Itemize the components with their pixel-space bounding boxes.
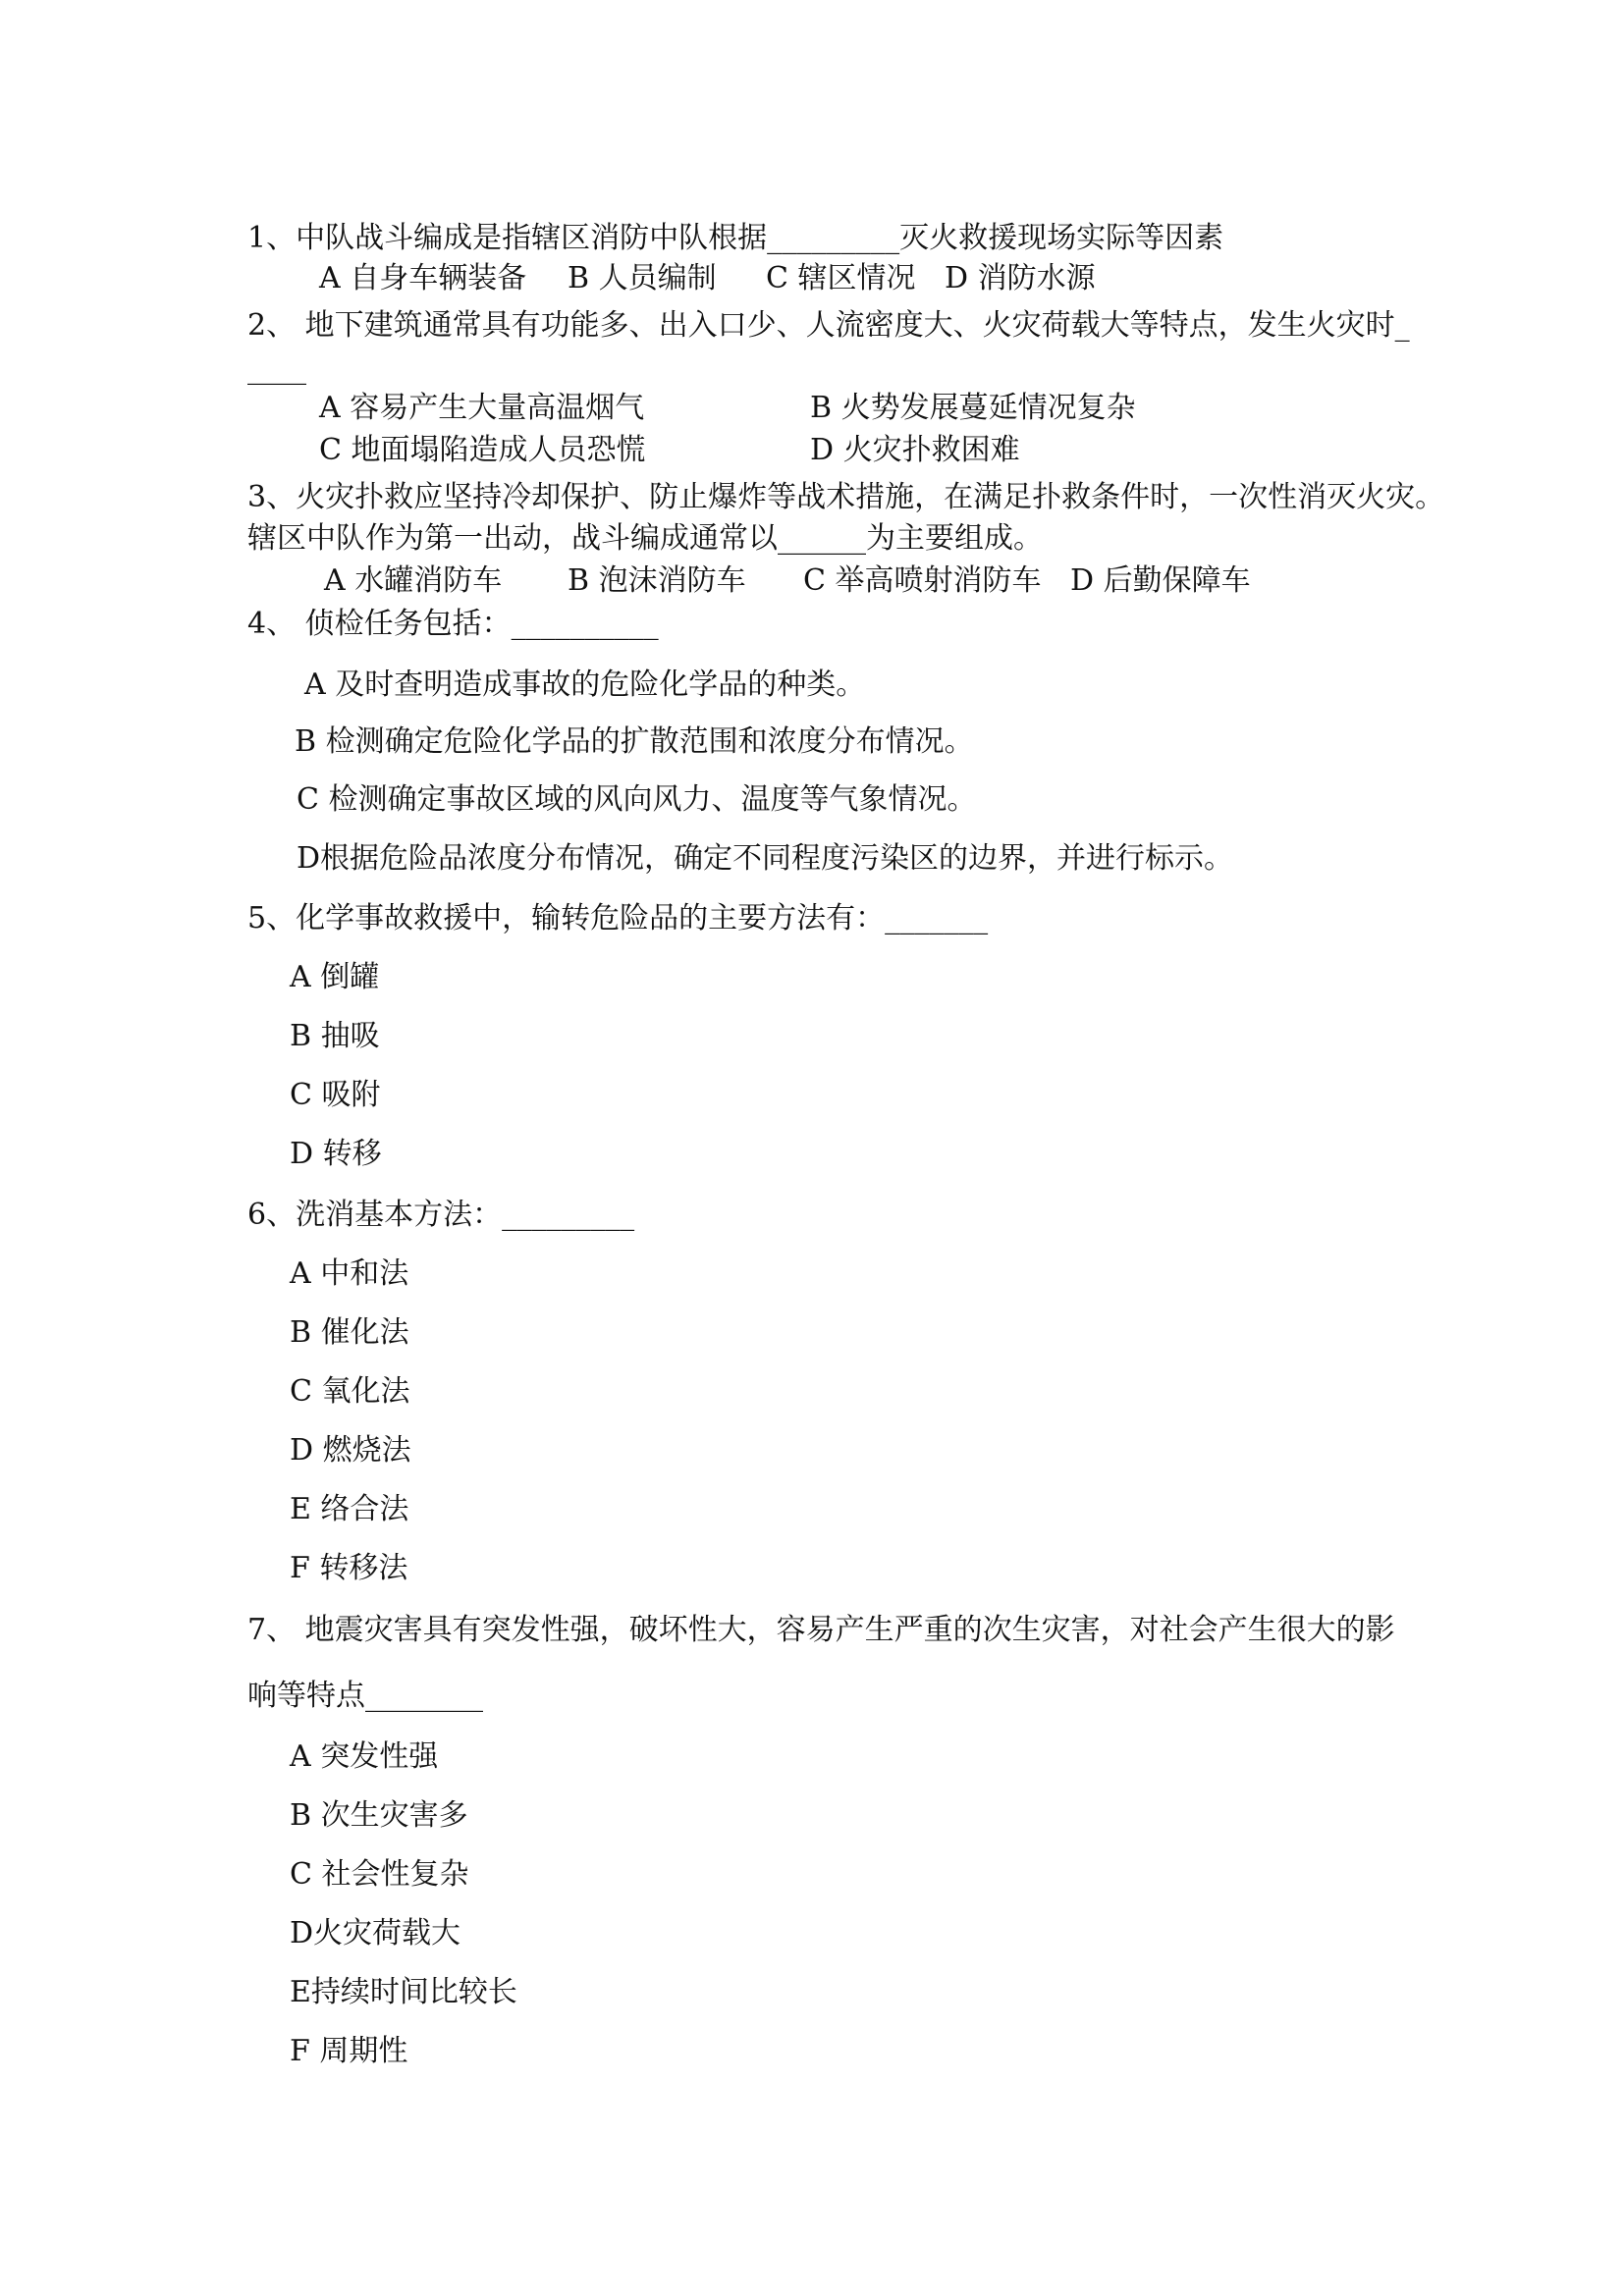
q4-text: 4、 侦检任务包括：__________ <box>247 607 659 641</box>
q1-option-b: B 人员编制 <box>568 261 717 295</box>
q4-option-a: A 及时查明造成事故的危险化学品的种类。 <box>304 667 866 702</box>
q7-option-a: A 突发性强 <box>290 1739 439 1774</box>
q5-option-d: D 转移 <box>290 1137 382 1171</box>
q6-option-c: C 氧化法 <box>290 1374 410 1409</box>
q7-option-c: C 社会性复杂 <box>290 1857 469 1892</box>
q2-option-b: B 火势发展蔓延情况复杂 <box>810 391 1136 425</box>
q2-option-a: A 容易产生大量高温烟气 <box>319 391 645 425</box>
q7-option-b: B 次生灾害多 <box>290 1798 468 1833</box>
q5-option-b: B 抽吸 <box>290 1019 380 1053</box>
q1-option-a: A 自身车辆装备 <box>319 261 527 295</box>
q5-option-c: C 吸附 <box>290 1078 381 1112</box>
q2-option-c: C 地面塌陷造成人员恐慌 <box>319 433 646 467</box>
q7-option-e: E持续时间比较长 <box>290 1975 517 2009</box>
q6-option-f: F 转移法 <box>290 1551 408 1585</box>
q1-option-c: C 辖区情况 <box>766 261 916 295</box>
q2-text: 2、 地下建筑通常具有功能多、出入口少、人流密度大、火灾荷载大等特点，发生火灾时_ <box>247 308 1410 343</box>
q3-option-b: B 泡沫消防车 <box>568 563 746 598</box>
q6-option-d: D 燃烧法 <box>290 1433 411 1468</box>
q4-option-d: D根据危险品浓度分布情况，确定不同程度污染区的边界，并进行标示。 <box>297 841 1234 876</box>
q6-text: 6、洗消基本方法：_________ <box>247 1198 635 1232</box>
q7-text: 7、 地震灾害具有突发性强，破坏性大，容易产生严重的次生灾害，对社会产生很大的影 <box>247 1613 1395 1647</box>
q3-text-cont: 辖区中队作为第一出动，战斗编成通常以______为主要组成。 <box>247 521 1043 556</box>
q4-option-b: B 检测确定危险化学品的扩散范围和浓度分布情况。 <box>295 724 974 759</box>
q7-option-f: F 周期性 <box>290 2034 408 2068</box>
q2-text-cont: ____ <box>247 351 306 386</box>
q6-option-b: B 催化法 <box>290 1315 409 1350</box>
q7-option-d: D火灾荷载大 <box>290 1916 461 1950</box>
q6-option-a: A 中和法 <box>290 1256 409 1291</box>
q1-option-d: D 消防水源 <box>945 261 1096 295</box>
q3-option-a: A 水罐消防车 <box>324 563 503 598</box>
q3-option-c: C 举高喷射消防车 <box>803 563 1042 598</box>
q1-text: 1、中队战斗编成是指辖区消防中队根据_________灭火救援现场实际等因素 <box>247 221 1224 255</box>
q5-option-a: A 倒罐 <box>290 960 380 994</box>
q7-text-cont: 响等特点________ <box>247 1679 483 1713</box>
q2-option-d: D 火灾扑救困难 <box>810 433 1020 467</box>
q5-text: 5、化学事故救援中，输转危险品的主要方法有：_______ <box>247 901 989 935</box>
q6-option-e: E 络合法 <box>290 1492 409 1526</box>
q3-option-d: D 后勤保障车 <box>1070 563 1251 598</box>
q4-option-c: C 检测确定事故区域的风向风力、温度等气象情况。 <box>297 782 977 817</box>
q3-text: 3、火灾扑救应坚持冷却保护、防止爆炸等战术措施，在满足扑救条件时，一次性消灭火灾。 <box>247 480 1445 514</box>
